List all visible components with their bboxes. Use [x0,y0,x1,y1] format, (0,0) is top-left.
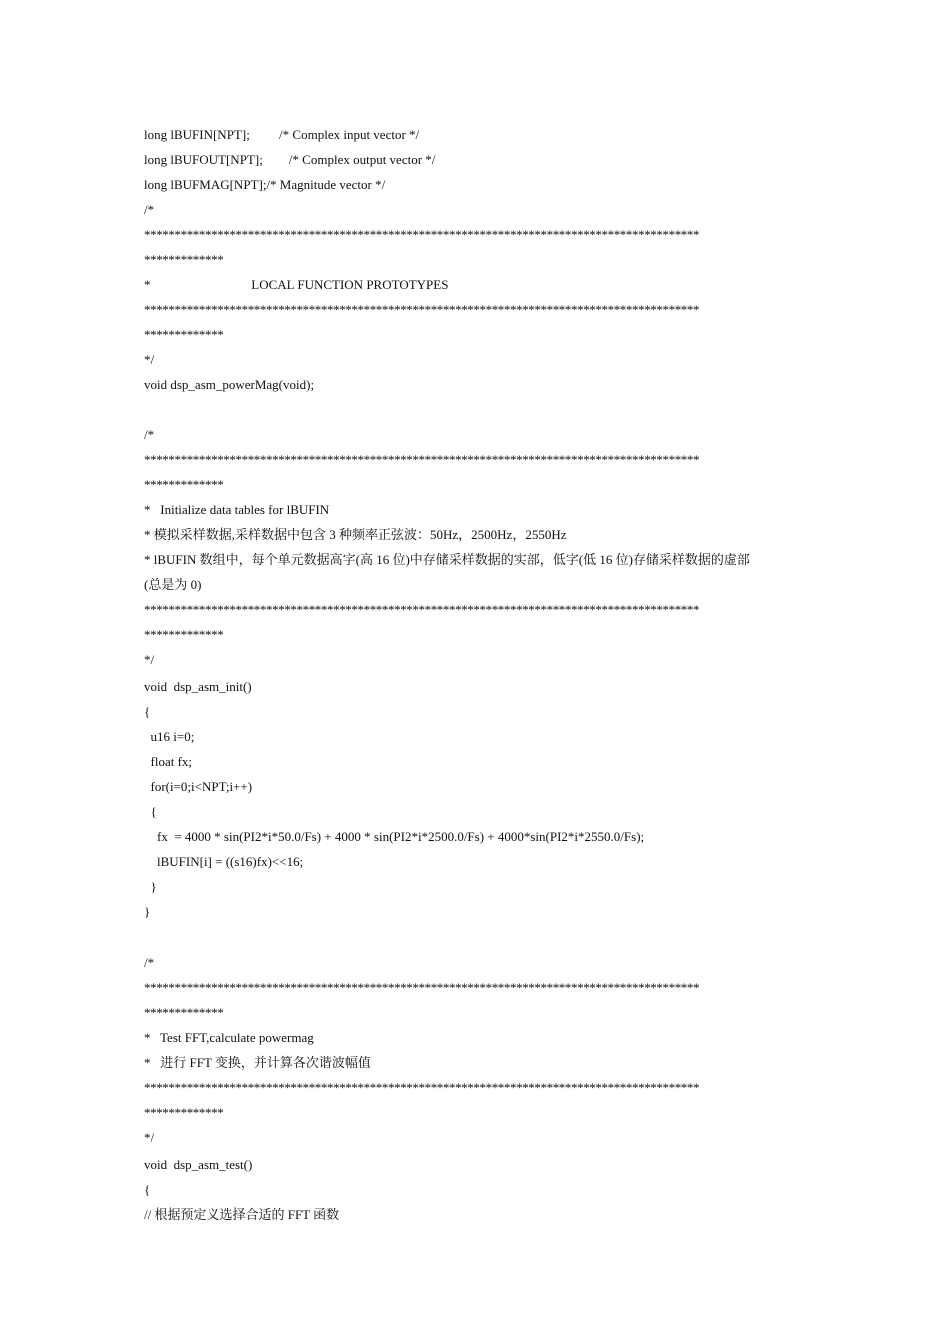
comment-stars: ******************************************************************************************* [144,452,700,467]
comment-line: (总是为 0) [144,577,202,592]
comment-stars: ************* [144,627,224,642]
code-line: void dsp_asm_init() [144,679,252,694]
code-line: for(i=0;i<NPT;i++) [144,779,253,794]
code-line: long lBUFMAG[NPT];/* Magnitude vector */ [144,177,386,192]
comment-close: */ [144,352,155,367]
code-line: void dsp_asm_powerMag(void); [144,377,315,392]
section-heading: * LOCAL FUNCTION PROTOTYPES [144,277,449,292]
comment-line: * lBUFIN 数组中，每个单元数据高字(高 16 位)中存储采样数据的实部，低字(低 16 位)存储采样数据的虚部 [144,552,750,567]
comment-stars: ******************************************************************************************* [144,1080,700,1095]
comment-stars: ************* [144,252,224,267]
code-line: float fx; [144,754,193,769]
code-line: void dsp_asm_test() [144,1157,253,1172]
comment-line: * 进行 FFT 变换，并计算各次谐波幅值 [144,1055,371,1070]
comment-open: /* [144,955,155,970]
comment-stars: ************* [144,1005,224,1020]
code-line: u16 i=0; [144,729,195,744]
code-line: // 根据预定义选择合适的 FFT 函数 [144,1207,340,1222]
comment-stars: ******************************************************************************************* [144,302,700,317]
code-line: { [144,1182,151,1197]
code-line: lBUFIN[i] = ((s16)fx)<<16; [144,854,304,869]
code-line: { [144,804,157,819]
comment-close: */ [144,652,155,667]
comment-stars: ************* [144,477,224,492]
comment-line: * 模拟采样数据,采样数据中包含 3 种频率正弦波：50Hz，2500Hz，2550Hz [144,527,567,542]
code-line: { [144,704,151,719]
comment-stars: ******************************************************************************************* [144,602,700,617]
comment-stars: ******************************************************************************************* [144,227,700,242]
comment-open: /* [144,202,155,217]
comment-line: * Test FFT,calculate powermag [144,1030,314,1045]
code-line: fx = 4000 * sin(PI2*i*50.0/Fs) + 4000 * sin(PI2*i*2500.0/Fs) + 4000*sin(PI2*i*2550.0/Fs); [144,829,645,844]
comment-close: */ [144,1130,155,1145]
comment-open: /* [144,427,155,442]
code-line: } [144,904,151,919]
code-line: long lBUFIN[NPT]; /* Complex input vector */ [144,127,420,142]
code-line: long lBUFOUT[NPT]; /* Complex output vector */ [144,152,436,167]
comment-stars: ******************************************************************************************* [144,980,700,995]
code-line: } [144,879,157,894]
comment-stars: ************* [144,327,224,342]
comment-line: * Initialize data tables for lBUFIN [144,502,330,517]
comment-stars: ************* [144,1105,224,1120]
